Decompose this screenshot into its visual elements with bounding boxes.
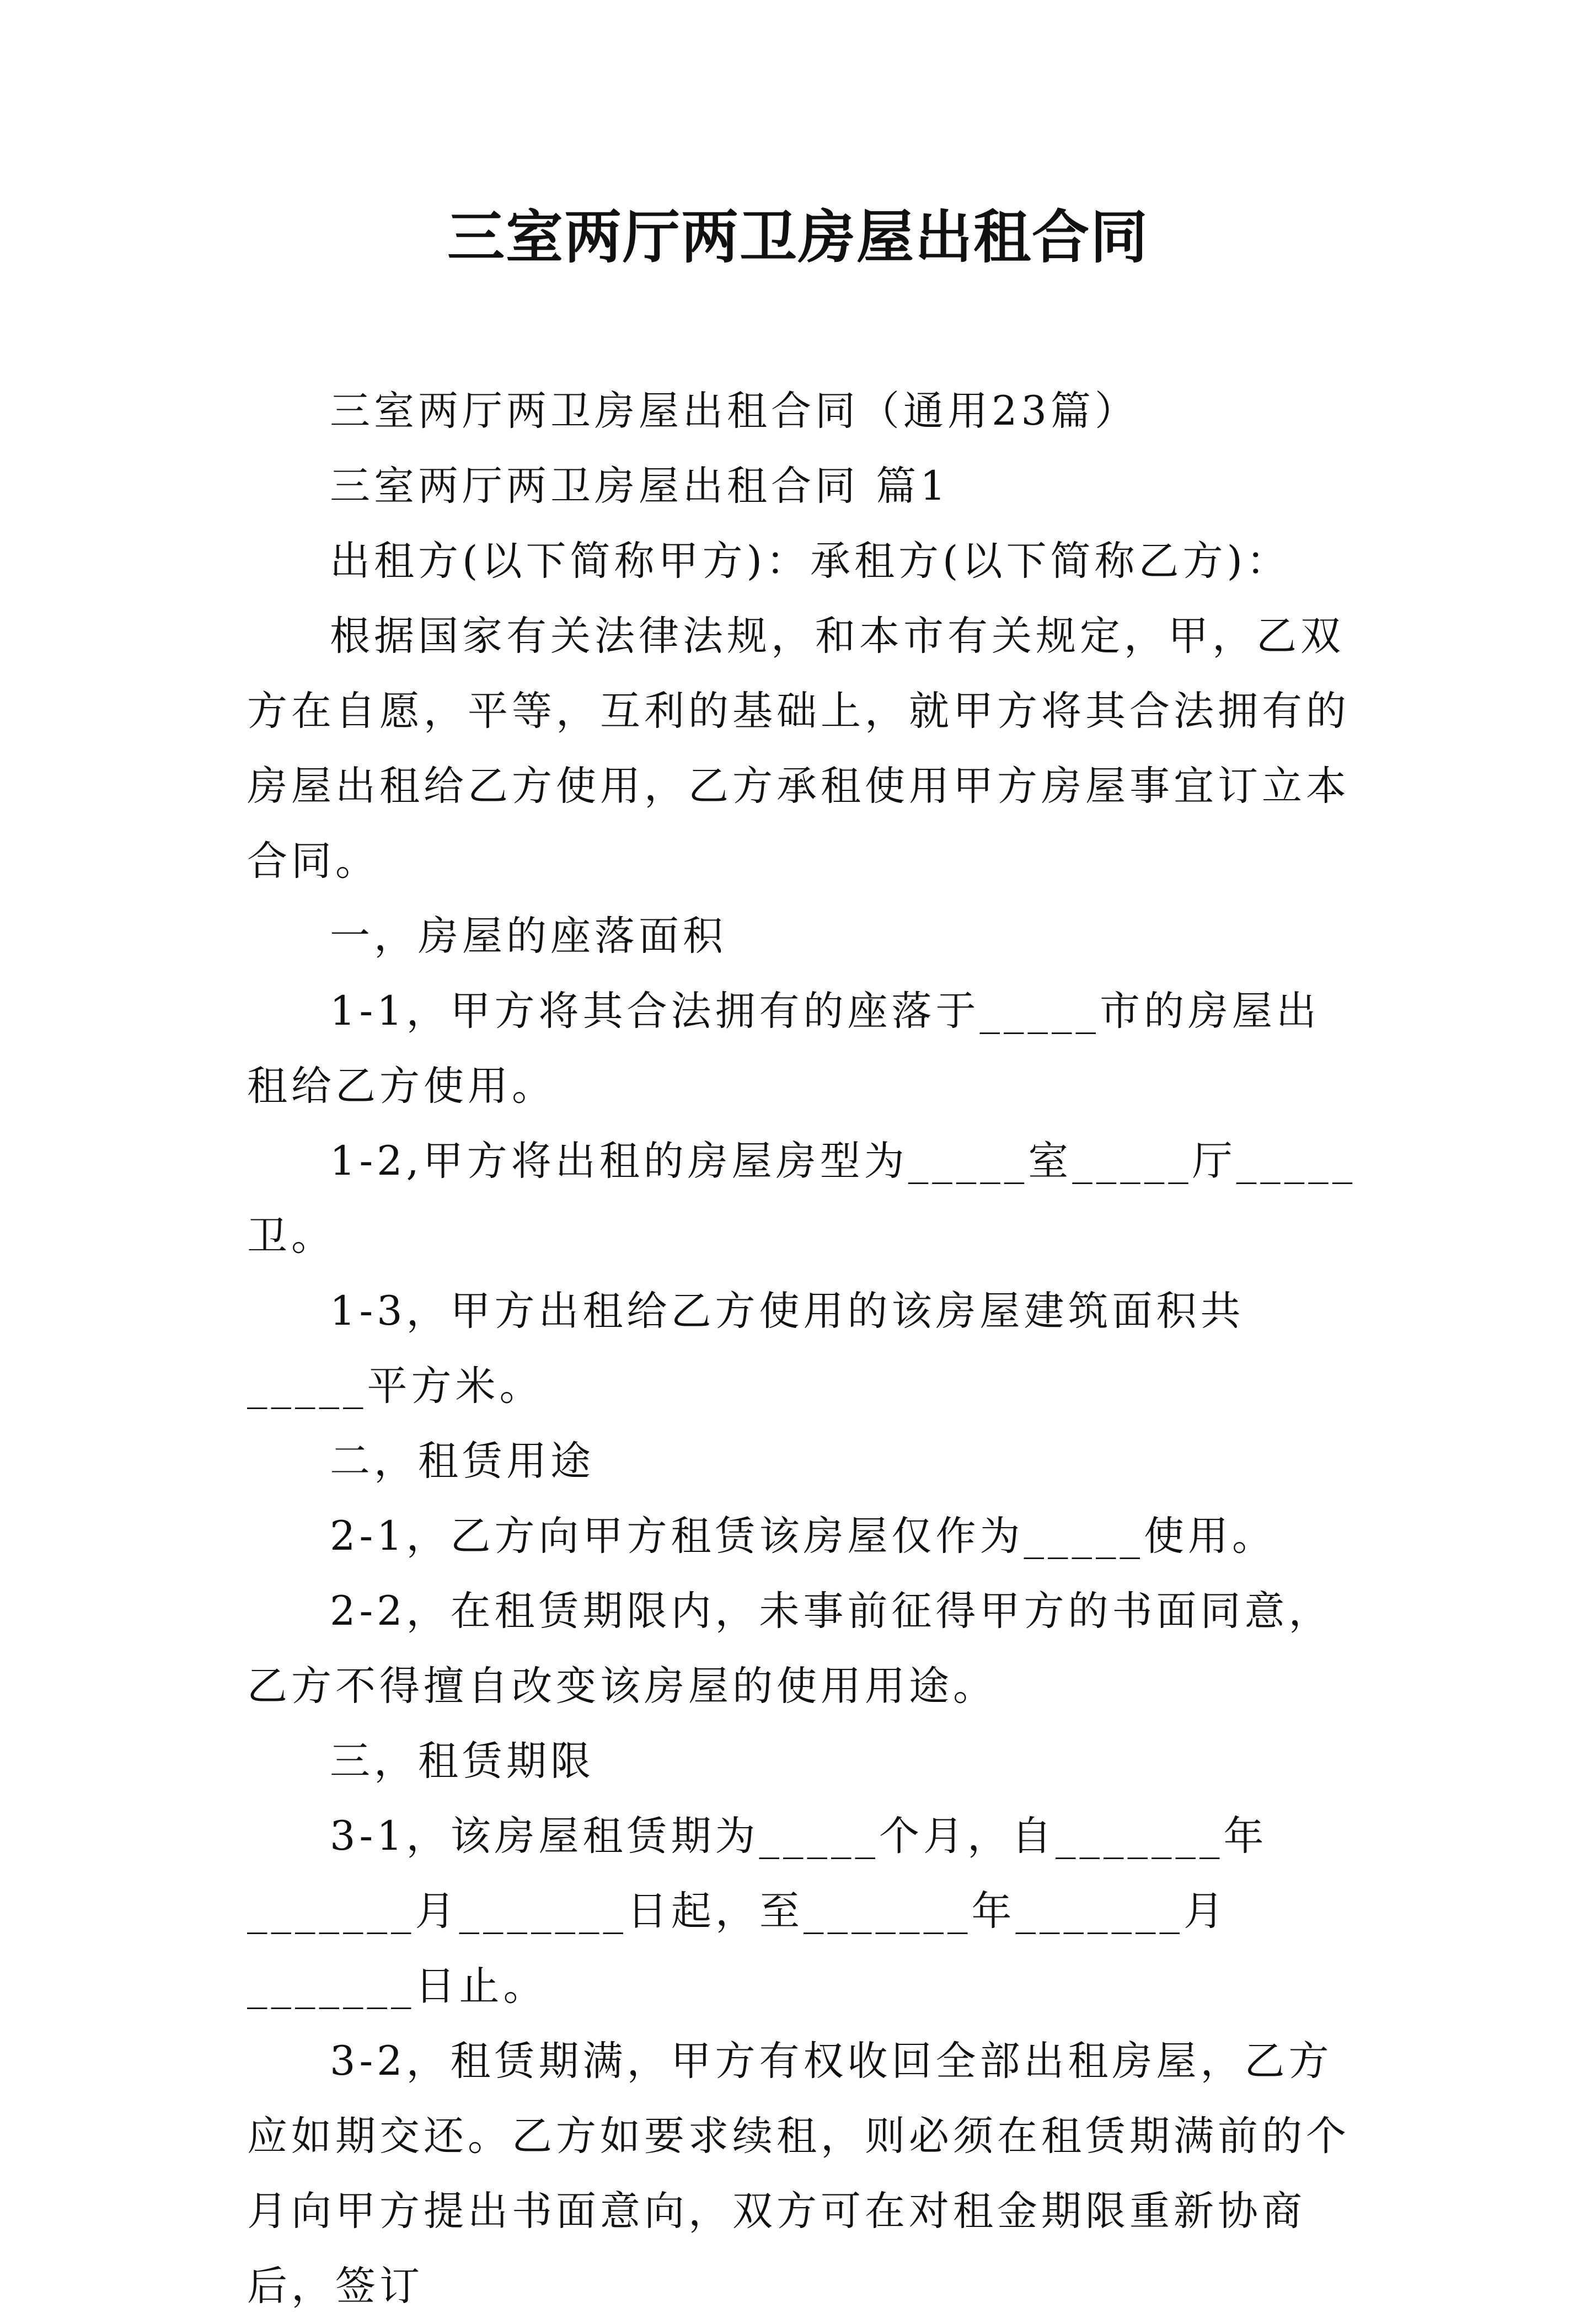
paragraph-clause-2-heading: 二，租赁用途 [330, 1438, 595, 1485]
paragraph-clause-1-3: 1-3，甲方出租给乙方使用的该房屋建筑面积共_____平方米。 [247, 1288, 1245, 1410]
paragraph-clause-2-2: 2-2，在租赁期限内，未事前征得甲方的书面同意，乙方不得擅自改变该房屋的使用用途。 [247, 1588, 1333, 1710]
document-title: 三室两厅两卫房屋出租合同 [447, 203, 1149, 271]
paragraph-clause-3-1: 3-1，该房屋租赁期为_____个月，自_______年_______月_______日起，至_______年_______月_______日止。 [247, 1813, 1268, 2010]
paragraph-parties: 出租方(以下简称甲方)：承租方(以下简称乙方)： [330, 538, 1290, 585]
paragraph-clause-3-2: 3-2，租赁期满，甲方有权收回全部出租房屋，乙方应如期交还。乙方如要求续租，则必须在租赁期满前的个月向甲方提出书面意向，双方可在对租金期限重新协商后，签订 [247, 2038, 1350, 2310]
paragraph-clause-2-1: 2-1，乙方向甲方租赁该房屋仅作为_____使用。 [330, 1513, 1277, 1560]
paragraph-clause-1-heading: 一，房屋的座落面积 [330, 913, 727, 960]
paragraph-clause-3-heading: 三，租赁期限 [330, 1738, 595, 1785]
paragraph-section-title: 三室两厅两卫房屋出租合同 篇1 [330, 463, 950, 510]
paragraph-preamble: 根据国家有关法律法规，和本市有关规定，甲，乙双方在自愿，平等，互利的基础上，就甲方将其合法拥有的房屋出租给乙方使用，乙方承租使用甲方房屋事宜订立本合同。 [247, 613, 1350, 885]
document-body [247, 374, 1361, 2324]
paragraph-heading: 三室两厅两卫房屋出租合同（通用23篇） [330, 388, 1139, 435]
paragraph-clause-1-1: 1-1，甲方将其合法拥有的座落于_____市的房屋出租给乙方使用。 [247, 988, 1321, 1110]
paragraph-clause-1-2: 1-2,甲方将出租的房屋房型为_____室_____厅_____卫。 [247, 1138, 1357, 1260]
